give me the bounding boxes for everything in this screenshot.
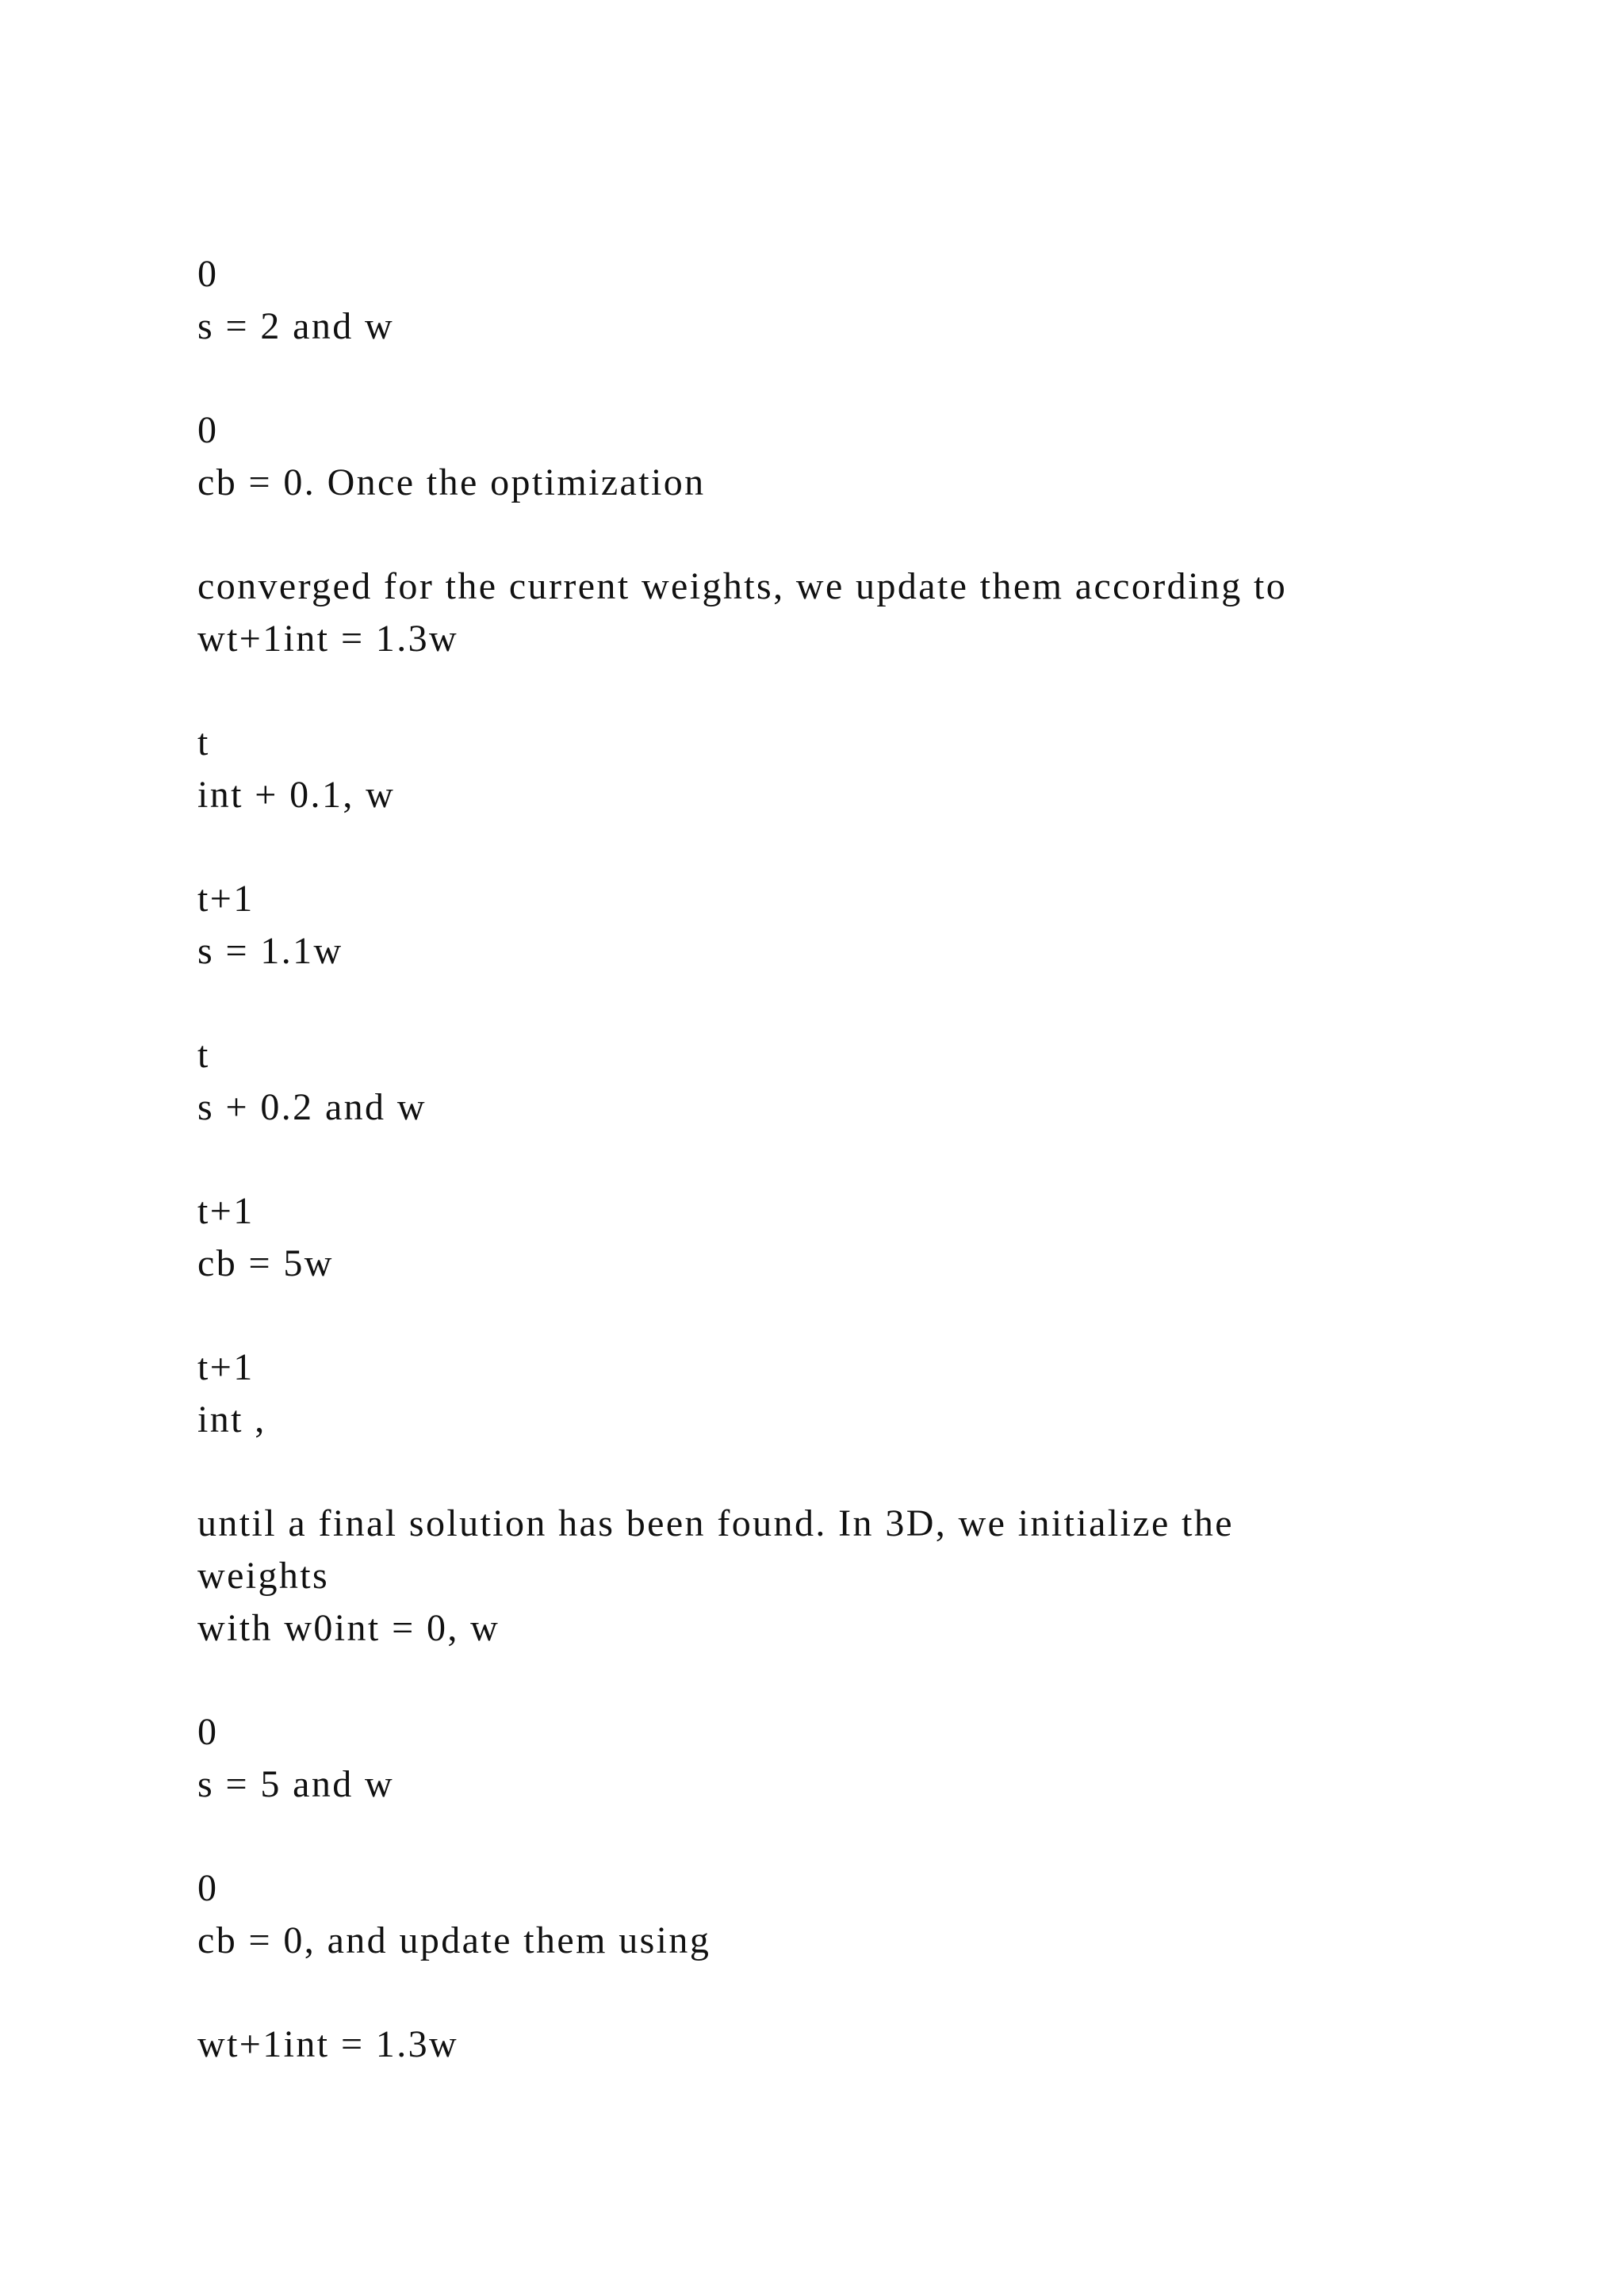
text-line: int , <box>197 1399 266 1441</box>
text-line: 0 <box>197 253 219 295</box>
text-line: 0 <box>197 409 219 451</box>
text-line: weights <box>197 1555 330 1597</box>
text-line: 0 <box>197 1711 219 1753</box>
text-line: t+1 <box>197 1190 255 1232</box>
text-line: cb = 0. Once the optimization <box>197 461 706 503</box>
text-line: s = 5 and w <box>197 1763 395 1805</box>
text-line: cb = 0, and update them using <box>197 1919 711 1961</box>
text-line: t <box>197 721 210 763</box>
text-line: with w0int = 0, w <box>197 1607 500 1649</box>
text-line: wt+1int = 1.3w <box>197 2023 459 2065</box>
text-line: int + 0.1, w <box>197 774 396 816</box>
text-line: t <box>197 1034 210 1076</box>
text-line: s = 1.1w <box>197 930 343 972</box>
text-line: s + 0.2 and w <box>197 1086 427 1128</box>
text-line: cb = 5w <box>197 1242 334 1284</box>
text-line: wt+1int = 1.3w <box>197 618 459 660</box>
text-line: 0 <box>197 1867 219 1909</box>
text-line: s = 2 and w <box>197 305 395 347</box>
text-line: t+1 <box>197 878 255 920</box>
text-line: until a final solution has been found. In 3D, we initialize the <box>197 1502 1234 1544</box>
text-line: t+1 <box>197 1346 255 1388</box>
text-line: converged for the current weights, we update them according to <box>197 565 1288 607</box>
